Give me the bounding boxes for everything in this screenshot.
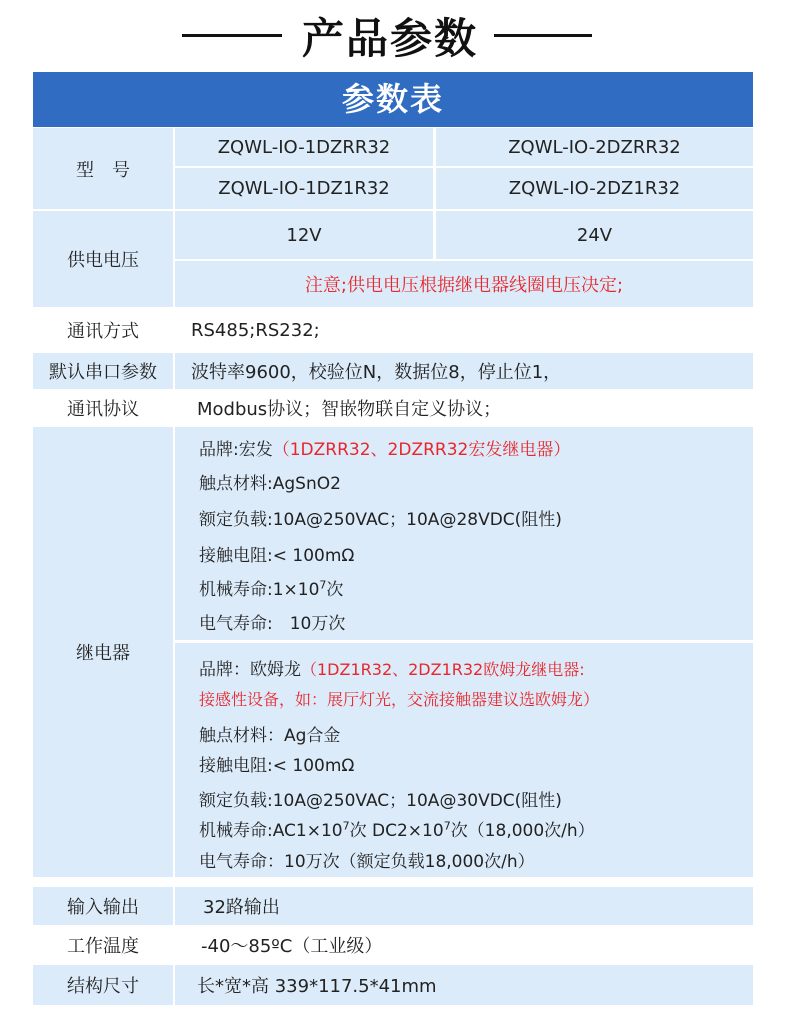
model-item: ZQWL-IO-2DZ1R32 xyxy=(436,168,753,209)
model-label: 型 号 xyxy=(33,128,173,209)
relay-hongfa-block xyxy=(175,427,753,640)
title-divider-left xyxy=(182,34,282,37)
comm-value: RS485;RS232; xyxy=(175,309,753,351)
omron-elec-life: 电气寿命：10万次（额定负载18,000次/h） xyxy=(199,852,535,872)
size-value: 长*宽*高 339*117.5*41mm xyxy=(175,965,753,1005)
omron-brand-note: 接感性设备，如：展厅灯光，交流接触器建议选欧姆龙） xyxy=(199,690,600,709)
omron-resistance: 接触电阻:< 100mΩ xyxy=(199,756,355,776)
title-divider-right xyxy=(494,34,592,37)
page-title: 产品参数 xyxy=(301,14,478,63)
table-title: 参数表 xyxy=(33,72,753,127)
relay-label: 继电器 xyxy=(33,427,173,877)
temp-label: 工作温度 xyxy=(33,927,173,963)
protocol-value: Modbus协议；智嵌物联自定义协议； xyxy=(175,391,753,425)
serial-value: 波特率9600，校验位N，数据位8，停止位1， xyxy=(175,353,753,389)
protocol-label: 通讯协议 xyxy=(33,391,173,425)
model-item: ZQWL-IO-2DZRR32 xyxy=(436,128,753,166)
hongfa-mech-life: 机械寿命$:1\times 10^7$次 xyxy=(199,578,344,600)
io-label: 输入输出 xyxy=(33,887,173,925)
io-value: 32路输出 xyxy=(175,887,753,925)
power-12v: 12V xyxy=(175,211,433,259)
comm-label: 通讯方式 xyxy=(33,309,173,351)
omron-material: 触点材料：Ag合金 xyxy=(199,726,341,746)
hongfa-resistance: 接触电阻:< 100mΩ xyxy=(199,546,355,566)
power-24v: 24V xyxy=(436,211,753,259)
model-item: ZQWL-IO-1DZ1R32 xyxy=(175,168,433,209)
serial-label: 默认串口参数 xyxy=(33,353,173,389)
hongfa-elec-life: 电气寿命: 10万次 xyxy=(199,614,346,634)
hongfa-load: 额定负载:10A@250VAC；10A@28VDC(阻性) xyxy=(199,510,562,530)
size-label: 结构尺寸 xyxy=(33,965,173,1005)
hongfa-material: 触点材料:AgSnO2 xyxy=(199,474,341,494)
hongfa-brand: 品牌:宏发（1DZRR32、2DZRR32宏发继电器） xyxy=(199,440,571,460)
temp-value: -40～85ºC（工业级） xyxy=(175,927,753,963)
model-item: ZQWL-IO-1DZRR32 xyxy=(175,128,433,166)
power-note: 注意;供电电压根据继电器线圈电压决定; xyxy=(175,261,753,307)
page-title-row xyxy=(0,0,790,72)
omron-load: 额定负载:10A@250VAC；10A@30VDC(阻性) xyxy=(199,791,562,811)
power-label: 供电电压 xyxy=(33,211,173,307)
omron-brand: 品牌：欧姆龙（1DZ1R32、2DZ1R32欧姆龙继电器: xyxy=(199,660,585,680)
relay-omron-block xyxy=(175,643,753,877)
omron-mech-life: 机械寿命$:AC1\times 10^7$次 $DC2\times 10^7$次（18,000次/h） xyxy=(199,819,595,841)
